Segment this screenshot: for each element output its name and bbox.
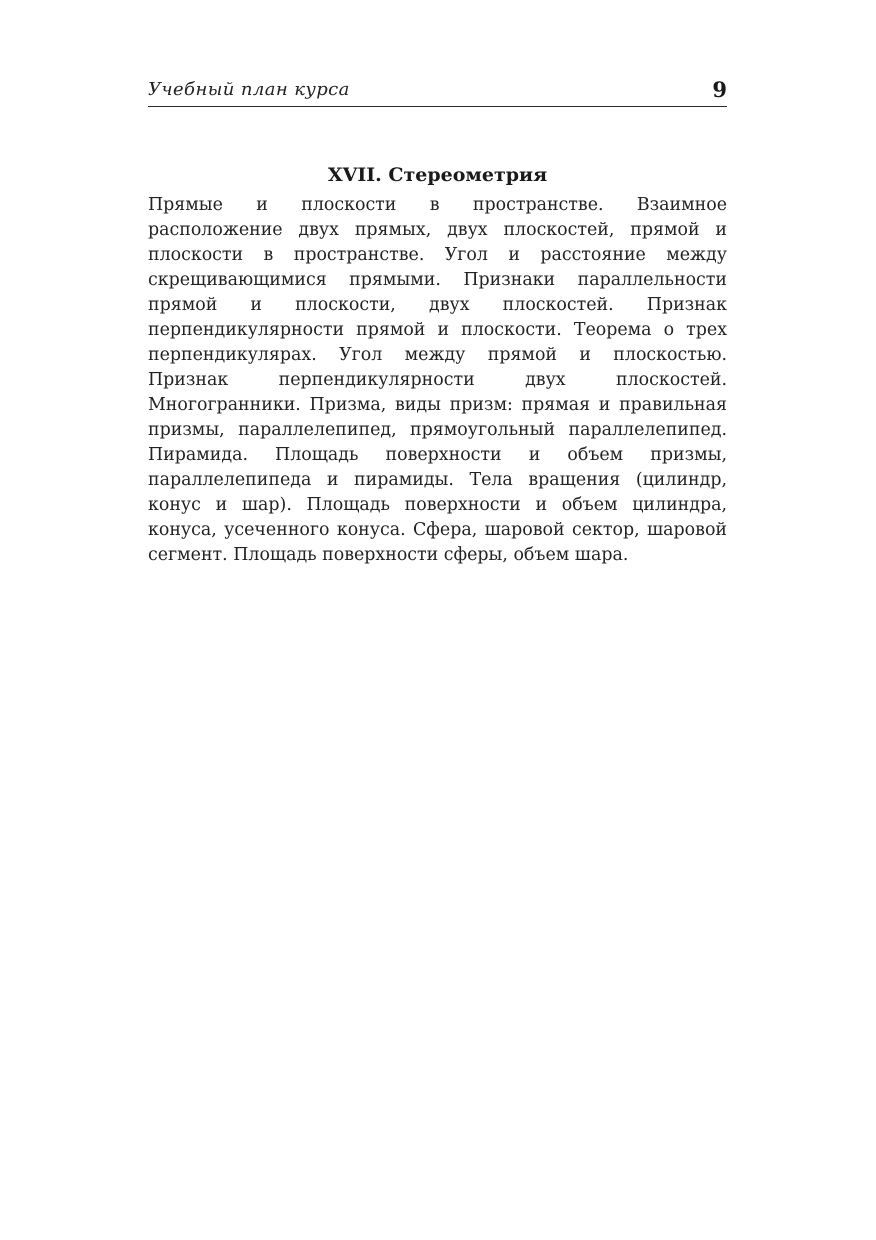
section-body-paragraph: Прямые и плоскости в пространстве. Взаимное расположение двух прямых, двух плоскостей, прямой и плоскости в пространстве. Угол и расстояние между скрещивающимися прямыми. Признаки параллельности прямой и плоскости, двух плоскостей. Признак перпендикулярности прямой и плоскости. Теорема о трех перпендикулярах. Угол между прямой и плоскостью. Признак перпендикулярности двух плоскостей. Многогранники. Призма, виды призм: прямая и правильная призмы, параллелепипед, прямоугольный параллелепипед. Пирамида. Площадь поверхности и объем призмы, параллелепипеда и пирамиды. Тела вращения (цилиндр, конус и шар). Площадь поверхности и объем цилиндра, конуса, усеченного конуса. Сфера, шаровой сектор, шаровой сегмент. Площадь поверхности сферы, объем шара. (148, 195, 727, 565)
page-number: 9 (712, 77, 727, 102)
section-heading: XVII. Стереометрия (327, 163, 548, 186)
document-page (148, 0, 727, 1240)
running-header (148, 76, 727, 107)
running-title: Учебный план курса (148, 79, 350, 100)
